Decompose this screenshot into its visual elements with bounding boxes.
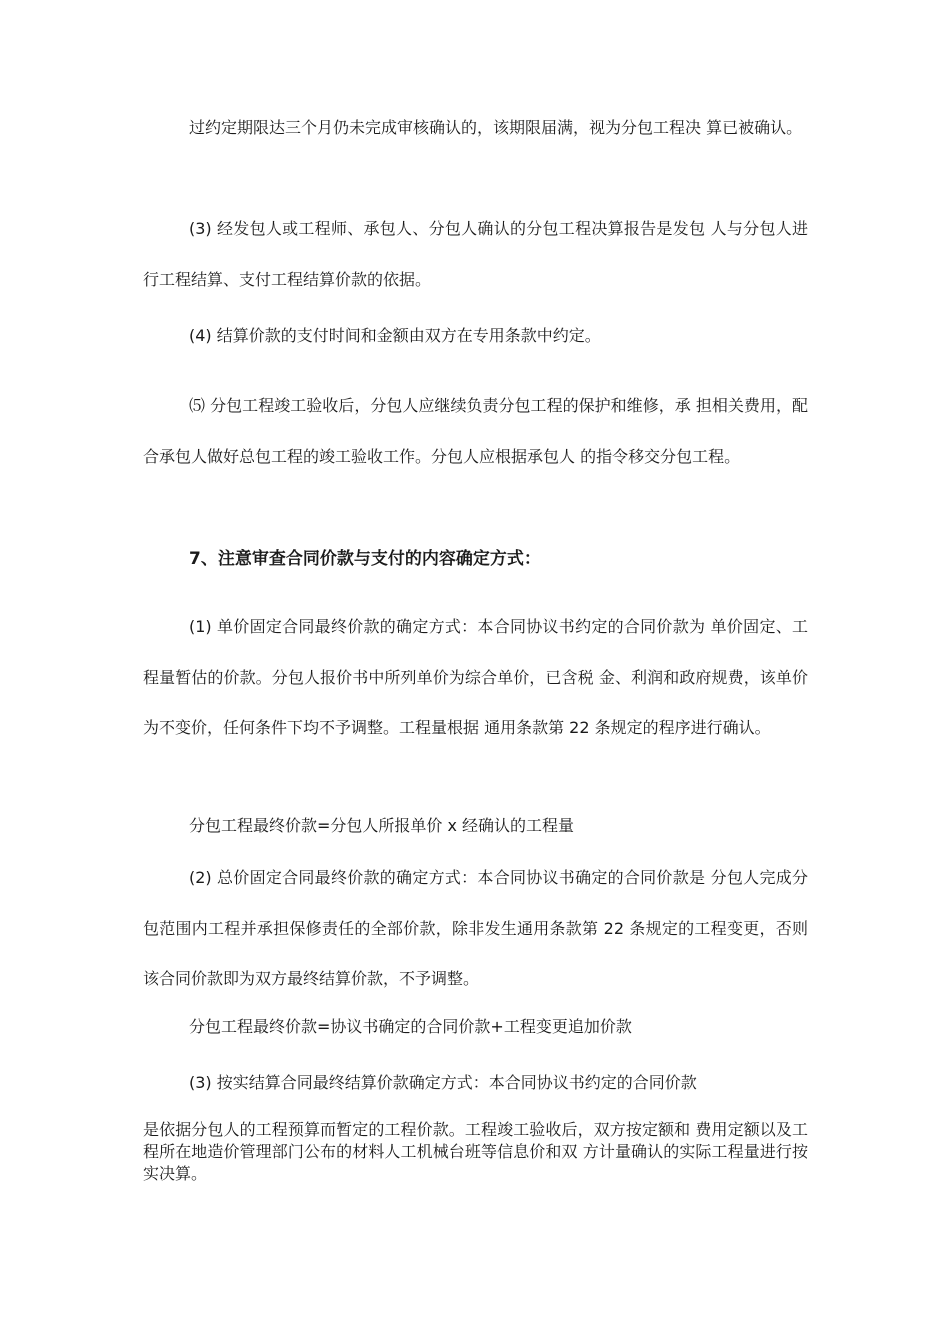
paragraph-actual-settlement-intro: (3) 按实结算合同最终结算价款确定方式：本合同协议书约定的合同价款 <box>189 1073 697 1092</box>
section-heading-7: 7、注意审查合同价款与支付的内容确定方式： <box>189 549 541 569</box>
paragraph-lump-sum-contract: (2) 总价固定合同最终价款的确定方式：本合同协议书确定的合同价款是 分包人完成分包范围内工程并承担保修责任的全部价款，除非发生通用条款第 22 条规定的工程变更，否则该合同价款即为双方最终结算价款，不予调整。 <box>143 868 808 988</box>
paragraph-settlement-confirmation: 过约定期限达三个月仍未完成审核确认的，该期限届满，视为分包工程决 算已被确认。 <box>189 118 803 137</box>
formula-lump-sum: 分包工程最终价款=协议书确定的合同价款+工程变更追加价款 <box>189 1017 632 1036</box>
paragraph-item-4: (4) 结算价款的支付时间和金额由双方在专用条款中约定。 <box>189 326 601 345</box>
formula-unit-price: 分包工程最终价款=分包人所报单价 x 经确认的工程量 <box>189 816 575 835</box>
paragraph-unit-price-contract: (1) 单价固定合同最终价款的确定方式：本合同协议书约定的合同价款为 单价固定、工程量暂估的价款。分包人报价书中所列单价为综合单价，已含税 金、利润和政府规费，该单价为不变价，任何条件下均不予调整。工程量根据 通用条款第 22 条规定的程序进行确认。 <box>143 617 808 737</box>
paragraph-item-5: ⑸ 分包工程竣工验收后，分包人应继续负责分包工程的保护和维修，承 担相关费用，配合承包人做好总包工程的竣工验收工作。分包人应根据承包人 的指令移交分包工程。 <box>143 396 808 466</box>
paragraph-item-3: (3) 经发包人或工程师、承包人、分包人确认的分包工程决算报告是发包 人与分包人进行工程结算、支付工程结算价款的依据。 <box>143 219 808 289</box>
paragraph-actual-settlement-body: 是依据分包人的工程预算而暂定的工程价款。工程竣工验收后，双方按定额和 费用定额以及工程所在地造价管理部门公布的材料人工机械台班等信息价和双 方计量确认的实际工程量进行按实决算。 <box>143 1120 808 1183</box>
